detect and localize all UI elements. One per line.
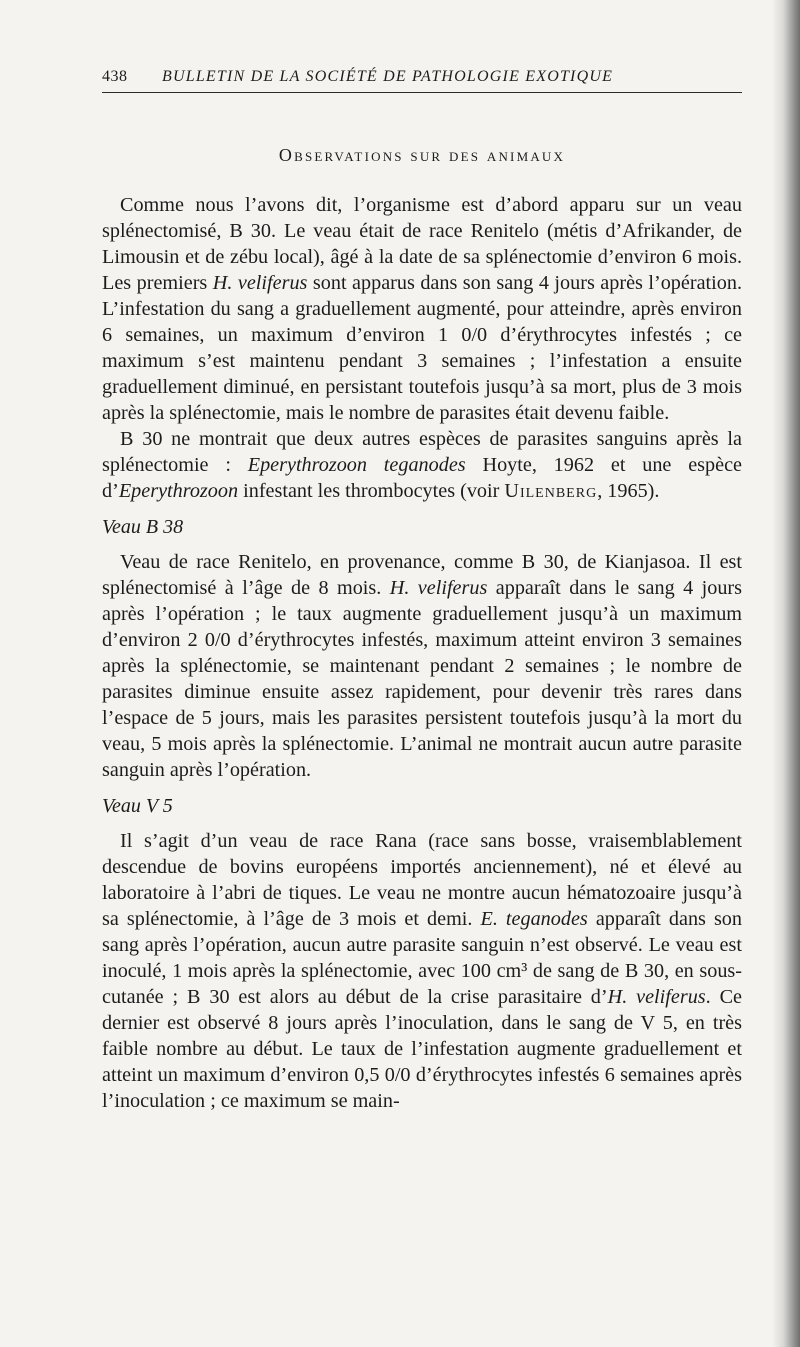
subheading-veau-b38: Veau B 38	[102, 516, 184, 538]
paragraph-1: Comme nous l’avons dit, l’organisme est d’abord apparu sur un veau splénectomisé, B 30. Le veau était de race Renitelo (métis d’Afrikander, de Limousin et de zébu local), âgé à la date de sa splénectomie d’environ 6 mois. Les premiers H. veliferus sont apparus dans son sang 4 jours après l’opération. L’infestation du sang a graduellement augmenté, pour atteindre, après environ 6 semaines, un maximum d’environ 1 0/0 d’érythrocytes infestés ; ce maximum s’est maintenu pendant 3 semaines ; l’infestation a ensuite graduellement diminué, en persistant toutefois jusqu’à sa mort, plus de 3 mois après la splénectomie, mais le nombre de parasites était devenu faible.	[102, 194, 742, 424]
page	[102, 68, 742, 1114]
paragraph-2: B 30 ne montrait que deux autres espèces de parasites sanguins après la splénectomie : Eperythrozoon teganodes Hoyte, 1962 et une espèce d’Eperythrozoon infestant les thrombocytes (voir Uilenberg, 1965).	[102, 428, 742, 502]
paragraph-4: Il s’agit d’un veau de race Rana (race sans bosse, vraisemblablement descendue de bovins européens importés anciennement), né et élevé au laboratoire à l’abri de tiques. Le veau ne montre aucun hématozoaire jusqu’à sa splénectomie, à l’âge de 3 mois et demi. E. teganodes apparaît dans son sang après l’opération, aucun autre parasite sanguin n’est observé. Le veau est inoculé, 1 mois après la splénectomie, avec 100 cm³ de sang de B 30, en sous-cutanée ; B 30 est alors au début de la crise parasitaire d’H. veliferus. Ce dernier est observé 8 jours après l’inoculation, dans le sang de V 5, en très faible nombre au début. Le taux de l’infestation augmente graduellement et atteint un maximum d’environ 0,5 0/0 d’érythrocytes infestés 6 semaines après l’inoculation ; ce maximum se main-	[102, 830, 743, 1112]
running-header	[102, 68, 742, 93]
page-gutter-shadow	[772, 0, 800, 1347]
paragraph-3: Veau de race Renitelo, en provenance, comme B 30, de Kianjasoa. Il est splénectomisé à l’âge de 8 mois. H. veliferus apparaît dans le sang 4 jours après l’opération ; le taux augmente graduellement jusqu’à un maximum d’environ 2 0/0 d’érythrocytes infestés, maximum atteint environ 3 semaines après la splénectomie, se maintenant pendant 2 semaines ; le nombre de parasites diminue ensuite assez rapidement, pour devenir très rares dans l’espace de 5 jours, mais les parasites persistent toutefois jusqu’à la mort du veau, 5 mois après la splénectomie. L’animal ne montrait aucun autre parasite sanguin après l’opération.	[102, 551, 742, 781]
page-number: 438	[102, 68, 128, 85]
journal-title: BULLETIN DE LA SOCIÉTÉ DE PATHOLOGIE EXOTIQUE	[162, 68, 614, 85]
section-title: Observations sur des animaux	[278, 145, 566, 165]
subheading-veau-v5: Veau V 5	[102, 795, 173, 817]
